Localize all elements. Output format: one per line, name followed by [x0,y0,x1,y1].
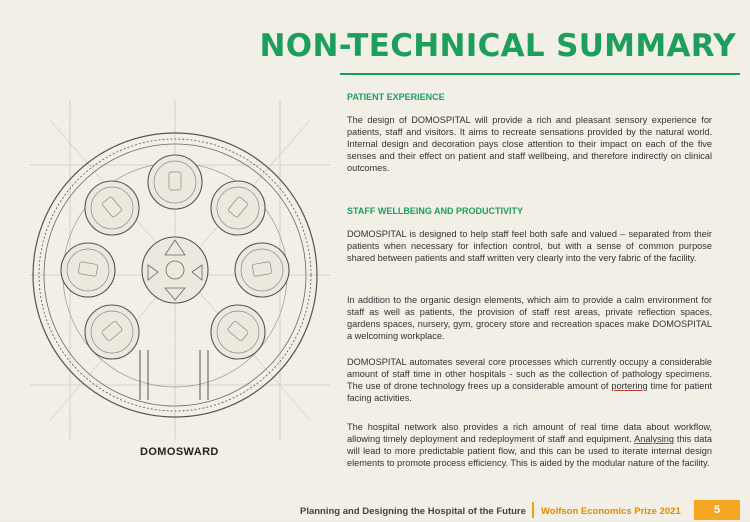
footer-project-title: Planning and Designing the Hospital of the Future [300,506,526,517]
title-underline [340,73,740,75]
staff-paragraph-4 [347,421,712,469]
domosward-diagram [30,100,330,440]
patient-experience-paragraph: The design of DOMOSPITAL will provide a rich and pleasant sensory experience for patients, staff and visitors. It aims to recreate sensations provided by the natural world. Internal design and decoration pays close attention to their impact on each of the five senses and their effect on patient and staff wellbeing, and therefore indirectly on clinical outcomes. [347,115,712,173]
page-number: 5 [694,500,740,520]
analysing-word: Analysing [634,434,674,444]
page-title: NON-TECHNICAL SUMMARY [259,28,736,64]
staff-paragraph-3-tail: time for patient facing activities. [347,381,712,403]
section-heading-patient-experience: PATIENT EXPERIENCE [347,92,445,102]
section-heading-staff-wellbeing: STAFF WELLBEING AND PRODUCTIVITY [347,206,523,216]
footer-separator [532,502,534,518]
staff-paragraph-3 [347,356,712,404]
portering-word: portering [611,381,648,391]
staff-paragraph-2: In addition to the organic design elements, which aim to provide a calm environment for staff as well as patients, the provision of staff rest areas, private reflection spaces, gardens spaces, nursery, gym, grocery store and recreation spaces make DOMOSPITAL a welcoming workplace. [347,295,712,341]
staff-paragraph-3-text: DOMOSPITAL automates several core processes which currently occupy a considerable amount of staff time in other hospitals - such as the collection of pathology specimens. The use of drone technology frees up a considerable amount of [347,357,712,391]
staff-paragraph-1: DOMOSPITAL is designed to help staff feel both safe and valued – separated from their patients when necessary for infection control, but with a sense of common purpose shared between patients and staff written very clearly into the very fabric of the facility. [347,229,712,263]
staff-paragraph-4-tail: this data will lead to more predictable patient flow, and this can be used to iterate internal design elements to promote process efficiency. This is aided by the modular nature of the facility. [347,434,712,468]
staff-paragraph-4-text: The hospital network also provides a rich amount of real time data about workflow, allowing timely deployment and redeployment of staff and equipment. [347,422,712,444]
diagram-label: DOMOSWARD [140,446,219,458]
footer-prize-name: Wolfson Economics Prize 2021 [541,506,681,517]
